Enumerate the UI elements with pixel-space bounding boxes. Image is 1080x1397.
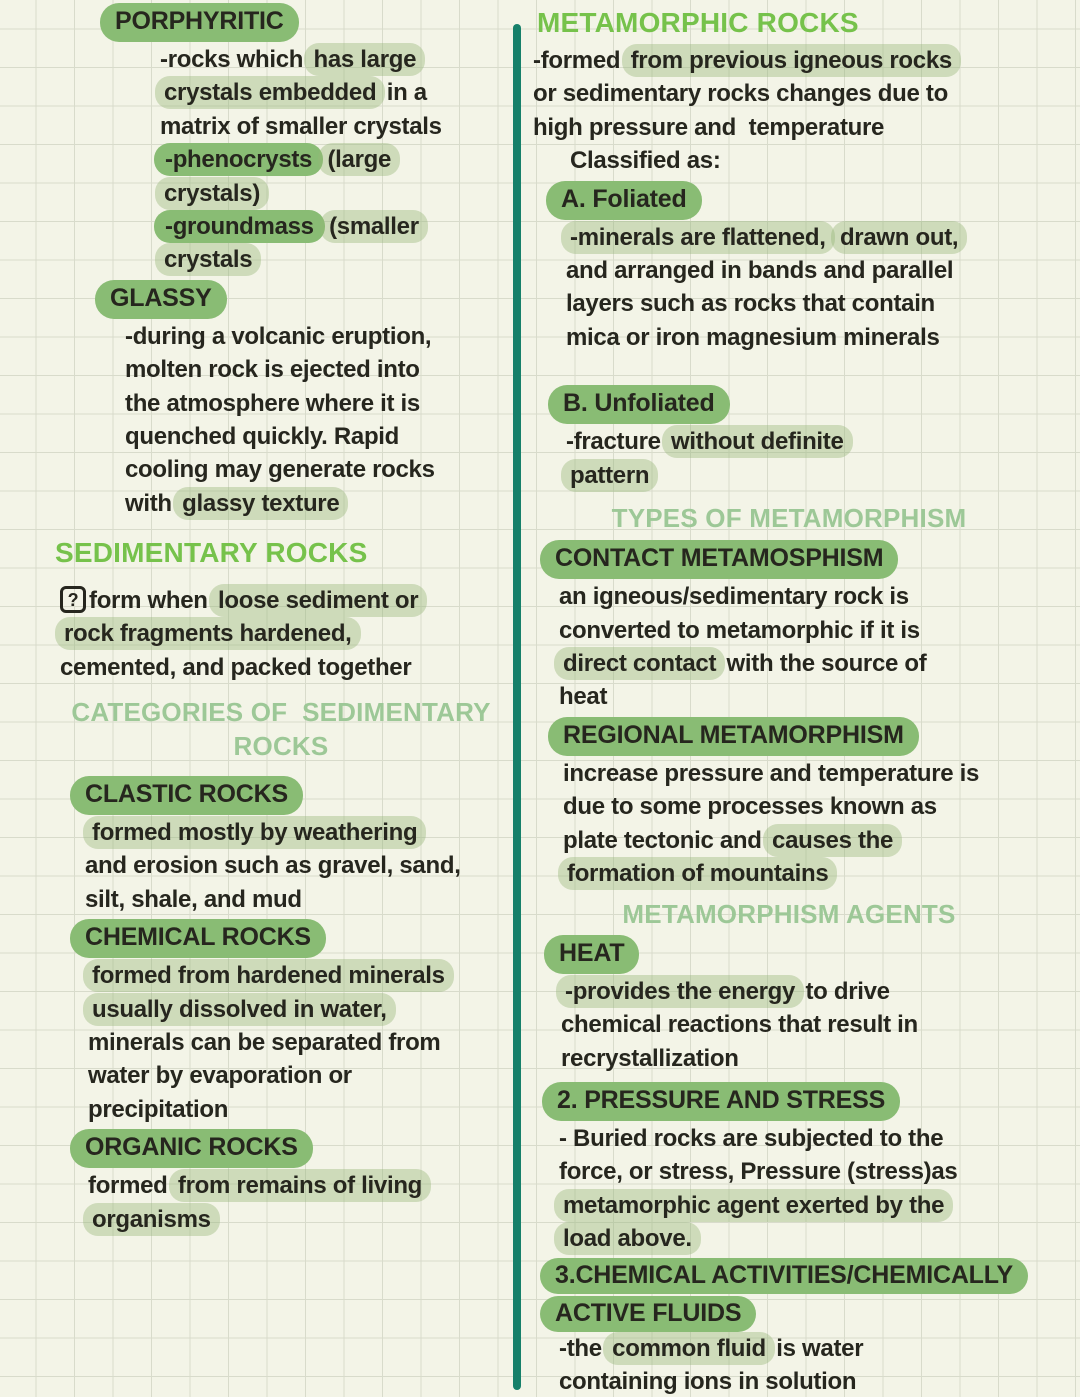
note-line-minerals-can-be-separated-from [55,1026,507,1059]
plain-text: SEDIMENTARY ROCKS [55,537,368,569]
plain-text: Classified as: [570,147,721,175]
dark-highlighted-text: PORPHYRITIC [100,3,299,42]
light-highlighted-text: has large [304,43,425,76]
plain-text: recrystallization [561,1044,739,1072]
light-highlighted-text: crystals [155,243,261,276]
plain-text: cemented, and packed together [60,653,412,681]
light-highlighted-text: direct contact [554,647,725,680]
plain-text: increase pressure and temperature is [563,759,980,787]
topic-heading-b-unfoliated [533,382,1045,425]
subsection-title-categories-of-sedimentary [55,696,507,729]
note-line-organisms [55,1203,507,1236]
light-highlighted-text: pattern [561,459,658,492]
note-line-matrix-of-smaller-crystals [55,110,507,143]
light-highlighted-text: glassy texture [173,487,348,520]
topic-heading-regional-metamorphism [533,714,1045,757]
plain-text: minerals can be separated from [88,1028,441,1056]
light-highlighted-text: (smaller [320,210,428,243]
dark-highlighted-text: CHEMICAL ROCKS [70,919,326,958]
topic-heading-contact-metamosphism [533,537,1045,580]
note-line-high-pressure-and-temperature [533,111,1045,144]
plain-text: mica or iron magnesium minerals [566,323,940,351]
light-highlighted-text: formed mostly by weathering [83,816,426,849]
note-line-molten-rock-is-ejected-into [55,353,507,386]
note-line-formed-mostly-by-weathering [55,816,507,849]
note-line-due-to-some-processes-known-as [533,790,1045,823]
light-highlighted-text: usually dissolved in water, [83,993,396,1026]
plain-text: an igneous/sedimentary rock is [559,583,909,611]
plain-text: precipitation [88,1095,229,1123]
plain-text: the atmosphere where it is [125,389,420,417]
subsection-title-types-of-metamorphism [533,502,1045,535]
light-highlighted-text: rock fragments hardened, [55,617,361,650]
note-line-the-atmosphere-where-it-is [55,387,507,420]
dark-highlighted-text: B. Unfoliated [548,385,730,424]
note-line-metamorphic-agent-exerted-by-the [533,1189,1045,1222]
note-line-quenched-quickly-rapid [55,420,507,453]
dark-highlighted-text: HEAT [544,935,639,974]
note-line-direct-contact-with-the-source-of [533,647,1045,680]
note-line-rocks-which-has-large [55,43,507,76]
note-line-during-a-volcanic-eruption [55,320,507,353]
note-line-precipitation [55,1093,507,1126]
note-line-and-arranged-in-bands-and-parallel [533,254,1045,287]
plain-text: high pressure and temperature [533,113,885,141]
dark-highlighted-text: 3.CHEMICAL ACTIVITIES/CHEMICALLY [540,1258,1028,1294]
plain-text: ROCKS [233,730,329,761]
plain-text: -during a volcanic eruption, [125,322,432,350]
plain-text: cooling may generate rocks [125,456,435,484]
note-line-load-above [533,1222,1045,1255]
note-line-formed-from-previous-igneous-rocks [533,44,1045,77]
light-highlighted-text: metamorphic agent exerted by the [554,1189,953,1222]
plain-text: chemical reactions that result in [561,1011,918,1039]
topic-heading-organic-rocks [55,1126,507,1169]
note-line-recrystallization [533,1042,1045,1075]
light-highlighted-text: formation of mountains [558,857,837,890]
light-highlighted-text: drawn out, [831,221,967,254]
plain-text: in a [380,79,427,107]
plain-text: -the [559,1334,609,1362]
light-highlighted-text: from remains of living [169,1169,431,1202]
dark-highlighted-text: GLASSY [95,280,227,319]
note-line-chemical-reactions-that-result-in [533,1008,1045,1041]
light-highlighted-text: -provides the energy [556,975,804,1008]
light-highlighted-text: causes the [763,824,902,857]
missing-character-box-icon: ? [60,586,86,613]
light-highlighted-text: common fluid [603,1332,775,1365]
note-line-crystals [55,243,507,276]
plain-text: plate tectonic and [563,826,769,854]
plain-text: - Buried rocks are subjected to the [559,1124,944,1152]
note-line-cooling-may-generate-rocks [55,453,507,486]
note-line-heat [533,680,1045,713]
note-line-or-sedimentary-rocks-changes-due-to [533,77,1045,110]
note-line-with-glassy-texture [55,487,507,520]
note-line-containing-ions-in-solution [533,1365,1045,1397]
note-line-force-or-stress-pressure-stress-as [533,1155,1045,1188]
light-highlighted-text: formed from hardened minerals [83,959,454,992]
subsection-title-rocks [55,730,507,763]
plain-text: or sedimentary rocks changes due to [533,80,948,108]
note-line-the-common-fluid-is-water [533,1332,1045,1365]
section-title-metamorphic-rocks [533,6,1045,44]
topic-heading-2-pressure-and-stress [533,1079,1045,1122]
note-line-increase-pressure-and-temperature-is [533,757,1045,790]
plain-text: containing ions in solution [559,1367,857,1395]
plain-text: -rocks which [160,46,310,73]
plain-text: is water [769,1334,864,1362]
topic-heading-heat [533,932,1045,975]
note-line-pattern [533,459,1045,492]
plain-text: with [125,489,179,517]
plain-text: quenched quickly. Rapid [125,422,400,450]
dark-highlighted-text: ORGANIC ROCKS [70,1129,313,1168]
plain-text: layers such as rocks that contain [566,290,935,318]
light-highlighted-text: load above. [554,1222,701,1255]
plain-text: METAMORPHISM AGENTS [622,899,956,930]
note-line-formed-from-hardened-minerals [55,959,507,992]
dark-highlighted-text: -groundmass [154,210,325,243]
plain-text: and erosion such as gravel, sand, [85,852,461,880]
light-highlighted-text: crystals) [155,177,269,210]
note-line-and-erosion-such-as-gravel-sand [55,849,507,882]
note-line-crystals [55,177,507,210]
plain-text: heat [559,683,608,711]
note-line-formation-of-mountains [533,857,1045,890]
dark-highlighted-text: REGIONAL METAMORPHISM [548,717,919,756]
note-line-an-igneous-sedimentary-rock-is [533,580,1045,613]
subsection-title-metamorphism-agents [533,898,1045,931]
plain-text: formed [88,1172,174,1200]
plain-text: -formed [533,47,627,74]
dark-highlighted-text: A. Foliated [546,181,702,220]
left-notes-column [55,0,507,1236]
light-highlighted-text: from previous igneous rocks [622,44,961,77]
plain-text: due to some processes known as [563,793,937,821]
dark-highlighted-text: ACTIVE FLUIDS [540,1296,756,1332]
light-highlighted-text: loose sediment or [209,584,427,617]
plain-text: force, or stress, Pressure (stress)as [559,1158,958,1186]
topic-heading-glassy [55,277,507,320]
plain-text: form when [89,587,215,615]
note-line-minerals-are-flattened-drawn-out [533,221,1045,254]
note-line-fracture-without-definite [533,425,1045,458]
topic-heading-clastic-rocks [55,773,507,816]
plain-text: METAMORPHIC ROCKS [537,7,859,38]
note-line-converted-to-metamorphic-if-it-is [533,614,1045,647]
note-line-usually-dissolved-in-water [55,993,507,1026]
topic-heading-a-foliated [533,178,1045,221]
light-highlighted-text: -minerals are flattened, [561,221,835,254]
plain-text: CATEGORIES OF SEDIMENTARY [71,697,491,728]
note-line-layers-such-as-rocks-that-contain [533,287,1045,320]
plain-text: molten rock is ejected into [125,356,420,384]
plain-text: converted to metamorphic if it is [559,616,920,644]
note-line-buried-rocks-are-subjected-to-the [533,1122,1045,1155]
plain-text: with the source of [720,650,927,678]
spacer-spacer [533,354,1045,382]
topic-heading-porphyritic [55,0,507,43]
plain-text: to drive [799,977,890,1005]
right-notes-column [533,0,1045,1397]
note-line-plate-tectonic-and-causes-the [533,824,1045,857]
note-line-groundmass-smaller [55,210,507,243]
dark-highlighted-text: -phenocrysts [154,143,323,176]
plain-text: matrix of smaller crystals [160,112,442,140]
light-highlighted-text: crystals embedded [155,76,385,109]
note-line-classified-as [533,144,1045,177]
note-line-phenocrysts-large [55,143,507,176]
light-highlighted-text: without definite [662,425,853,458]
note-line-mica-or-iron-magnesium-minerals [533,321,1045,354]
dark-highlighted-text: 2. PRESSURE AND STRESS [542,1082,900,1121]
plain-text: TYPES OF METAMORPHISM [611,502,967,533]
note-line-form-when-loose-sediment-or [55,584,507,617]
note-line-silt-shale-and-mud [55,883,507,916]
dark-highlighted-text: CLASTIC ROCKS [70,776,303,815]
note-line-crystals-embedded-in-a [55,76,507,109]
plain-text: silt, shale, and mud [85,885,302,913]
note-line-rock-fragments-hardened [55,617,507,650]
note-line-cemented-and-packed-together [55,651,507,684]
topic-heading-3-chemical-activities-chemically [533,1256,1045,1294]
dark-highlighted-text: CONTACT METAMOSPHISM [540,540,898,579]
topic-heading-chemical-rocks [55,916,507,959]
note-line-water-by-evaporation-or [55,1059,507,1092]
topic-heading-active-fluids [533,1294,1045,1332]
light-highlighted-text: (large [318,143,400,176]
light-highlighted-text: organisms [83,1203,220,1236]
plain-text: and arranged in bands and parallel [566,256,954,284]
column-divider-line [513,24,521,1390]
plain-text: -fracture [566,428,668,456]
note-line-provides-the-energy-to-drive [533,975,1045,1008]
note-line-formed-from-remains-of-living [55,1169,507,1202]
section-title-sedimentary-rocks [55,536,507,574]
plain-text: water by evaporation or [88,1062,352,1090]
